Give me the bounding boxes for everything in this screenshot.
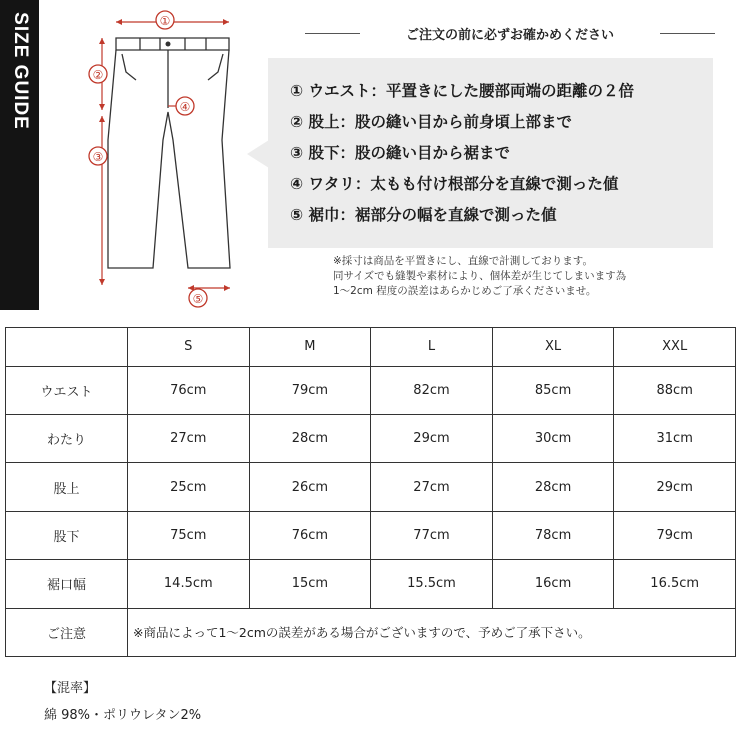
explanation-item: ③ 股下：股の縫い目から裾まで bbox=[290, 144, 511, 162]
table-cell: 15cm bbox=[249, 560, 371, 608]
table-cell: 82cm bbox=[371, 366, 493, 414]
marker-5-label: ⑤ bbox=[192, 292, 204, 306]
callout-pointer bbox=[247, 140, 269, 168]
table-cell: 27cm bbox=[128, 415, 250, 463]
table-cell: 26cm bbox=[249, 463, 371, 511]
table-cell: 29cm bbox=[371, 415, 493, 463]
table-cell: 78cm bbox=[492, 511, 614, 559]
explanation-item: ⑤ 裾巾：裾部分の幅を直線で測った値 bbox=[290, 206, 557, 224]
explanation-item: ① ウエスト：平置きにした腰部両端の距離の２倍 bbox=[290, 82, 635, 100]
table-cell: 76cm bbox=[249, 511, 371, 559]
row-label: ウエスト bbox=[6, 366, 128, 414]
table-row bbox=[6, 463, 736, 511]
header-cell: S bbox=[128, 328, 250, 367]
row-label: 股下 bbox=[6, 511, 128, 559]
size-guide-banner bbox=[0, 0, 39, 310]
note-label: ご注意 bbox=[6, 608, 128, 656]
marker-4-label: ④ bbox=[179, 100, 191, 114]
notice-heading-text: ご注文の前に必ずお確かめください bbox=[405, 28, 614, 43]
marker-1-label: ① bbox=[159, 14, 171, 28]
table-cell: 79cm bbox=[249, 366, 371, 414]
measurement-explanations bbox=[268, 58, 713, 248]
header-cell: L bbox=[371, 328, 493, 367]
marker-2-label: ② bbox=[92, 68, 104, 82]
table-cell: 14.5cm bbox=[128, 560, 250, 608]
header-cell bbox=[6, 328, 128, 367]
table-row bbox=[6, 511, 736, 559]
note-text: ※商品によって1〜2cmの誤差がある場合がございますので、予めご了承下さい。 bbox=[128, 608, 736, 656]
row-label: 裾口幅 bbox=[6, 560, 128, 608]
table-cell: 79cm bbox=[614, 511, 736, 559]
disclaimer-line: 同サイズでも縫製や素材により、個体差が生じてしまいます為 bbox=[333, 270, 627, 282]
measurement-disclaimer bbox=[333, 254, 713, 299]
material-heading: 【混率】 bbox=[44, 681, 97, 696]
explanation-item: ② 股上：股の縫い目から前身頃上部まで bbox=[290, 113, 573, 131]
table-cell: 16cm bbox=[492, 560, 614, 608]
header-cell: M bbox=[249, 328, 371, 367]
table-cell: 29cm bbox=[614, 463, 736, 511]
notice-heading bbox=[300, 22, 720, 46]
table-cell: 25cm bbox=[128, 463, 250, 511]
table-cell: 30cm bbox=[492, 415, 614, 463]
table-cell: 31cm bbox=[614, 415, 736, 463]
table-note-row bbox=[6, 608, 736, 656]
header-cell: XXL bbox=[614, 328, 736, 367]
size-guide-title: SIZE GUIDE bbox=[9, 12, 31, 130]
table-header-row bbox=[6, 328, 736, 367]
row-label: 股上 bbox=[6, 463, 128, 511]
material-composition: 綿 98%・ポリウレタン2% bbox=[44, 708, 202, 723]
table-cell: 88cm bbox=[614, 366, 736, 414]
table-cell: 28cm bbox=[249, 415, 371, 463]
marker-3-label: ③ bbox=[92, 150, 104, 164]
table-cell: 16.5cm bbox=[614, 560, 736, 608]
table-row bbox=[6, 415, 736, 463]
table-row bbox=[6, 366, 736, 414]
table-cell: 76cm bbox=[128, 366, 250, 414]
explanation-item: ④ ワタリ：太もも付け根部分を直線で測った値 bbox=[290, 175, 619, 193]
table-cell: 85cm bbox=[492, 366, 614, 414]
disclaimer-line: 1〜2cm 程度の誤差はあらかじめご了承くださいませ。 bbox=[333, 285, 597, 297]
pants-outline bbox=[108, 38, 230, 268]
table-cell: 28cm bbox=[492, 463, 614, 511]
row-label: わたり bbox=[6, 415, 128, 463]
table-cell: 15.5cm bbox=[371, 560, 493, 608]
table-cell: 27cm bbox=[371, 463, 493, 511]
table-row bbox=[6, 560, 736, 608]
table-cell: 77cm bbox=[371, 511, 493, 559]
table-cell: 75cm bbox=[128, 511, 250, 559]
disclaimer-line: ※採寸は商品を平置きにし、直線で計測しております。 bbox=[333, 255, 593, 267]
header-cell: XL bbox=[492, 328, 614, 367]
size-chart-table bbox=[5, 327, 736, 657]
